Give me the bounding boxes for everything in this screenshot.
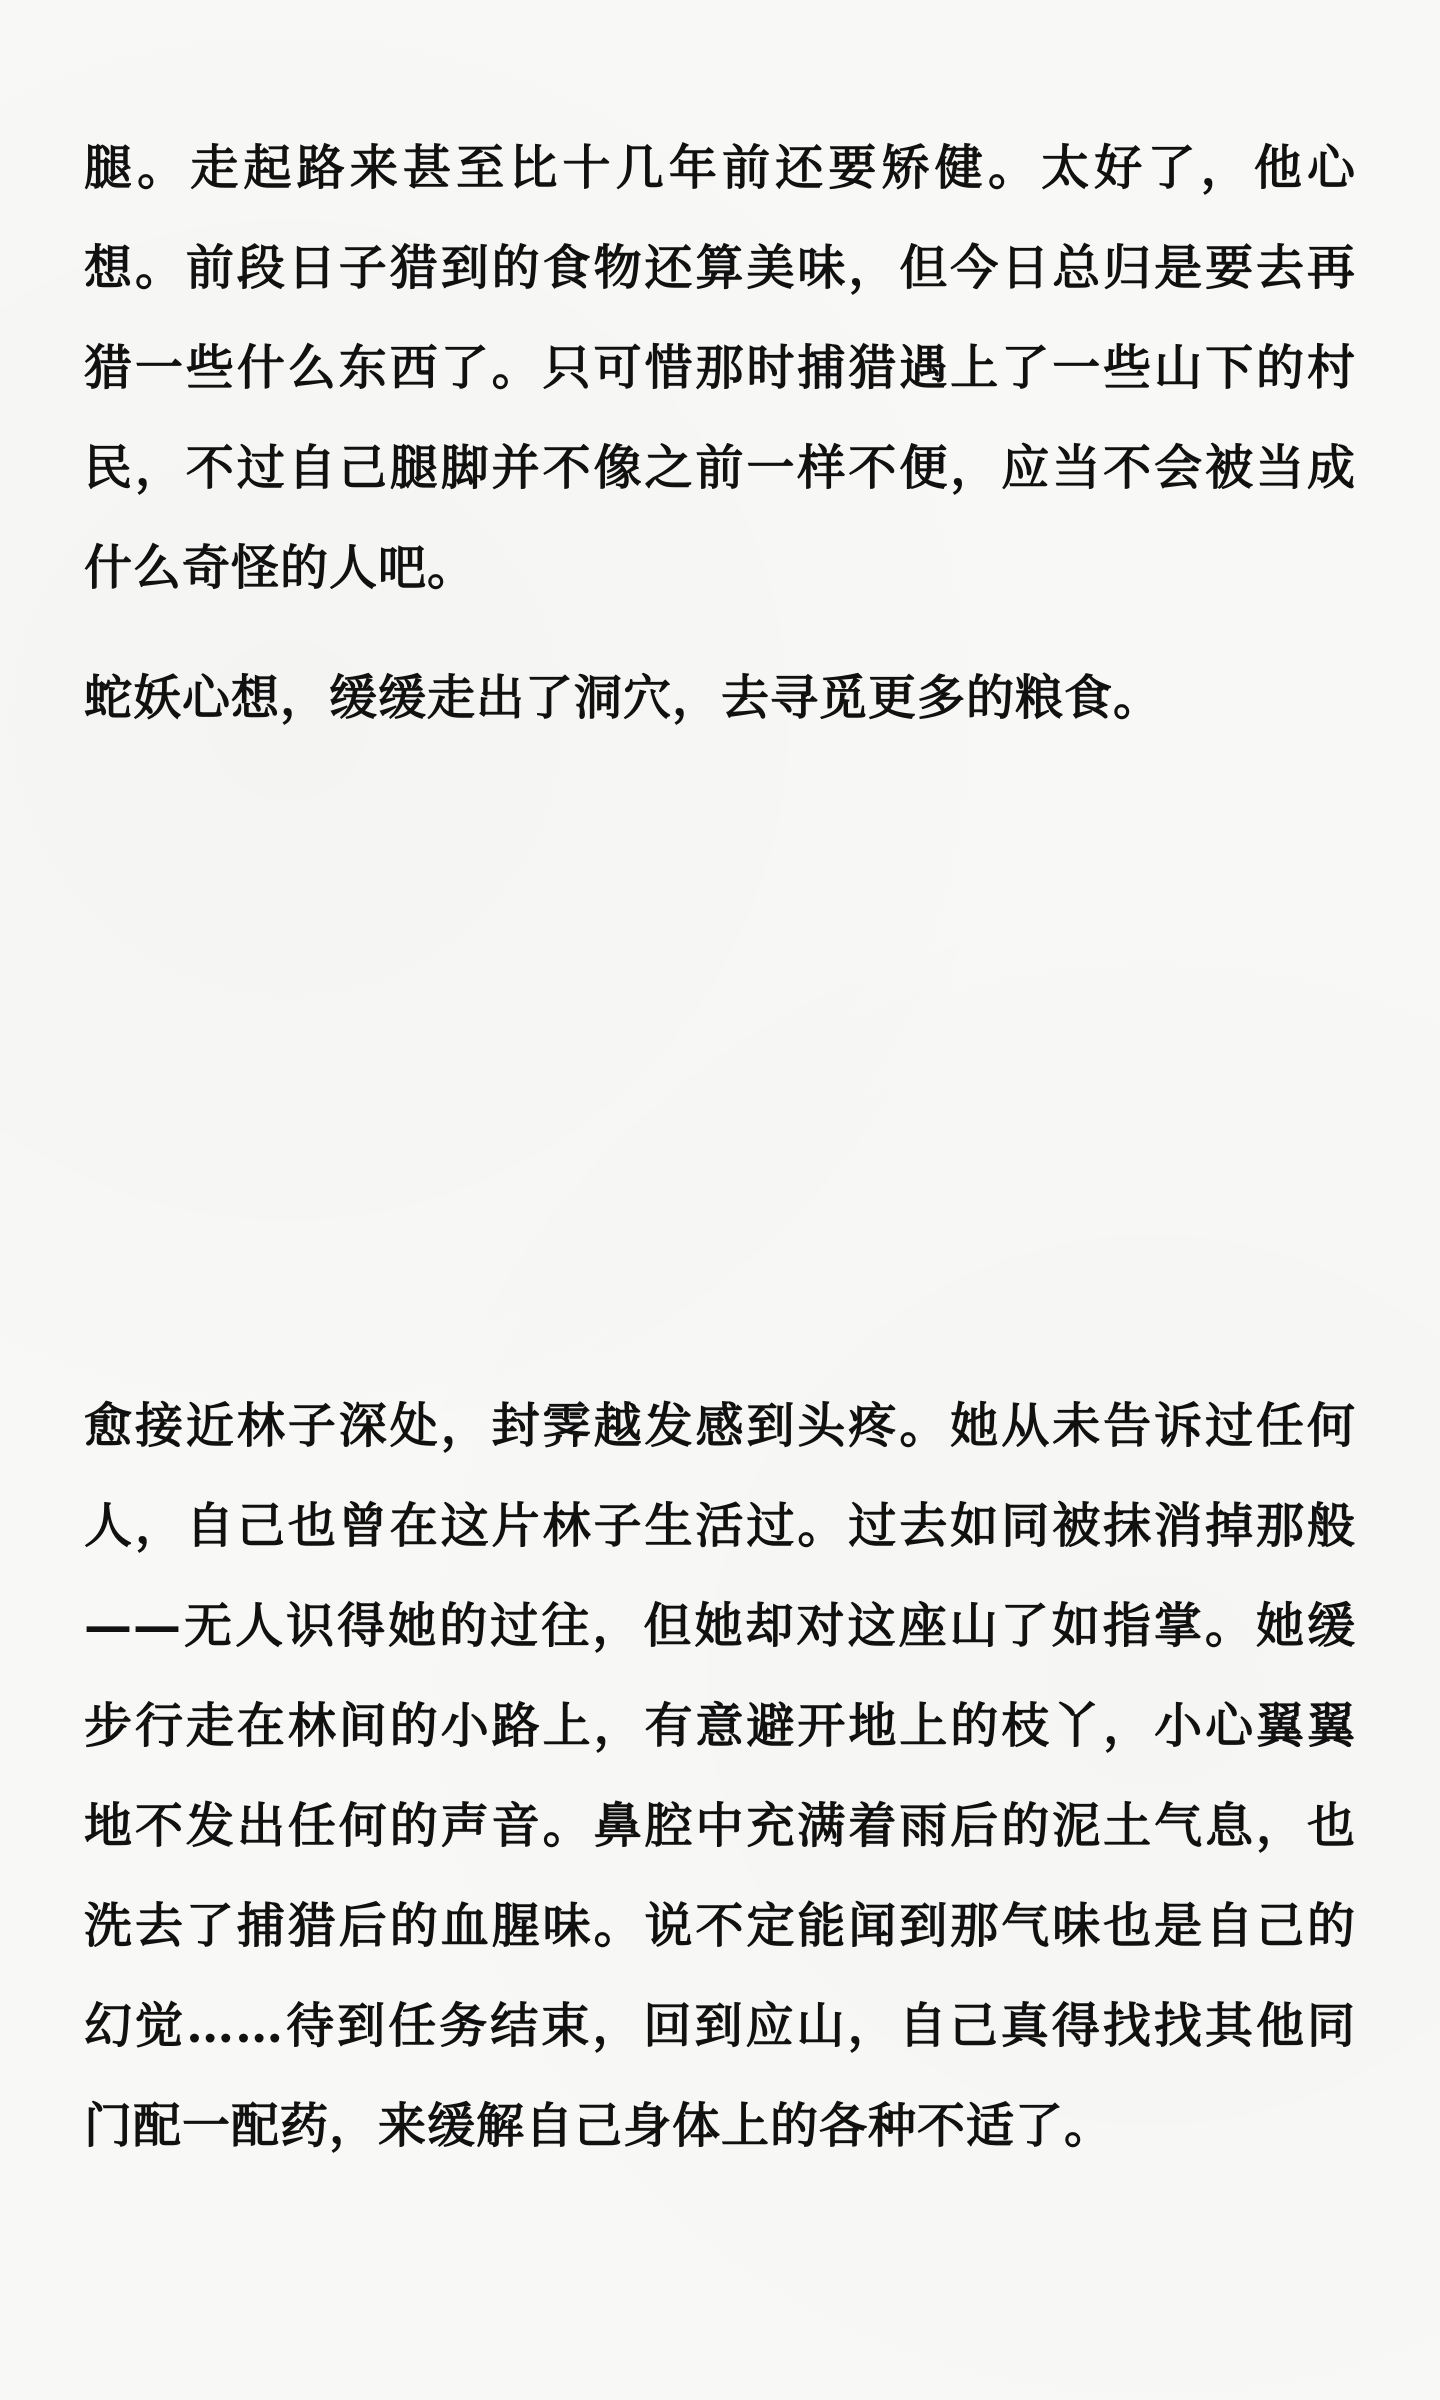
text-section-bottom bbox=[84, 1376, 1356, 2206]
text-section-top bbox=[84, 118, 1356, 778]
paragraph: 腿。走起路来甚至比十几年前还要矫健。太好了，他心想。前段日子猎到的食物还算美味，但今日总归是要去再猎一些什么东西了。只可惜那时捕猎遇上了一些山下的村民，不过自己腿脚并不像之前一样不便，应当不会被当成什么奇怪的人吧。 bbox=[84, 140, 1356, 596]
paragraph: 愈接近林子深处，封霁越发感到头疼。她从未告诉过任何人，自己也曾在这片林子生活过。过去如同被抹消掉那般——无人识得她的过往，但她却对这座山了如指掌。她缓步行走在林间的小路上，有意避开地上的枝丫，小心翼翼地不发出任何的声音。鼻腔中充满着雨后的泥土气息，也洗去了捕猎后的血腥味。说不定能闻到那气味也是自己的幻觉……待到任务结束，回到应山，自己真得找找其他同门配一配药，来缓解自己身体上的各种不适了。 bbox=[84, 1398, 1356, 2154]
paragraph: 蛇妖心想，缓缓走出了洞穴，去寻觅更多的粮食。 bbox=[84, 670, 1163, 726]
